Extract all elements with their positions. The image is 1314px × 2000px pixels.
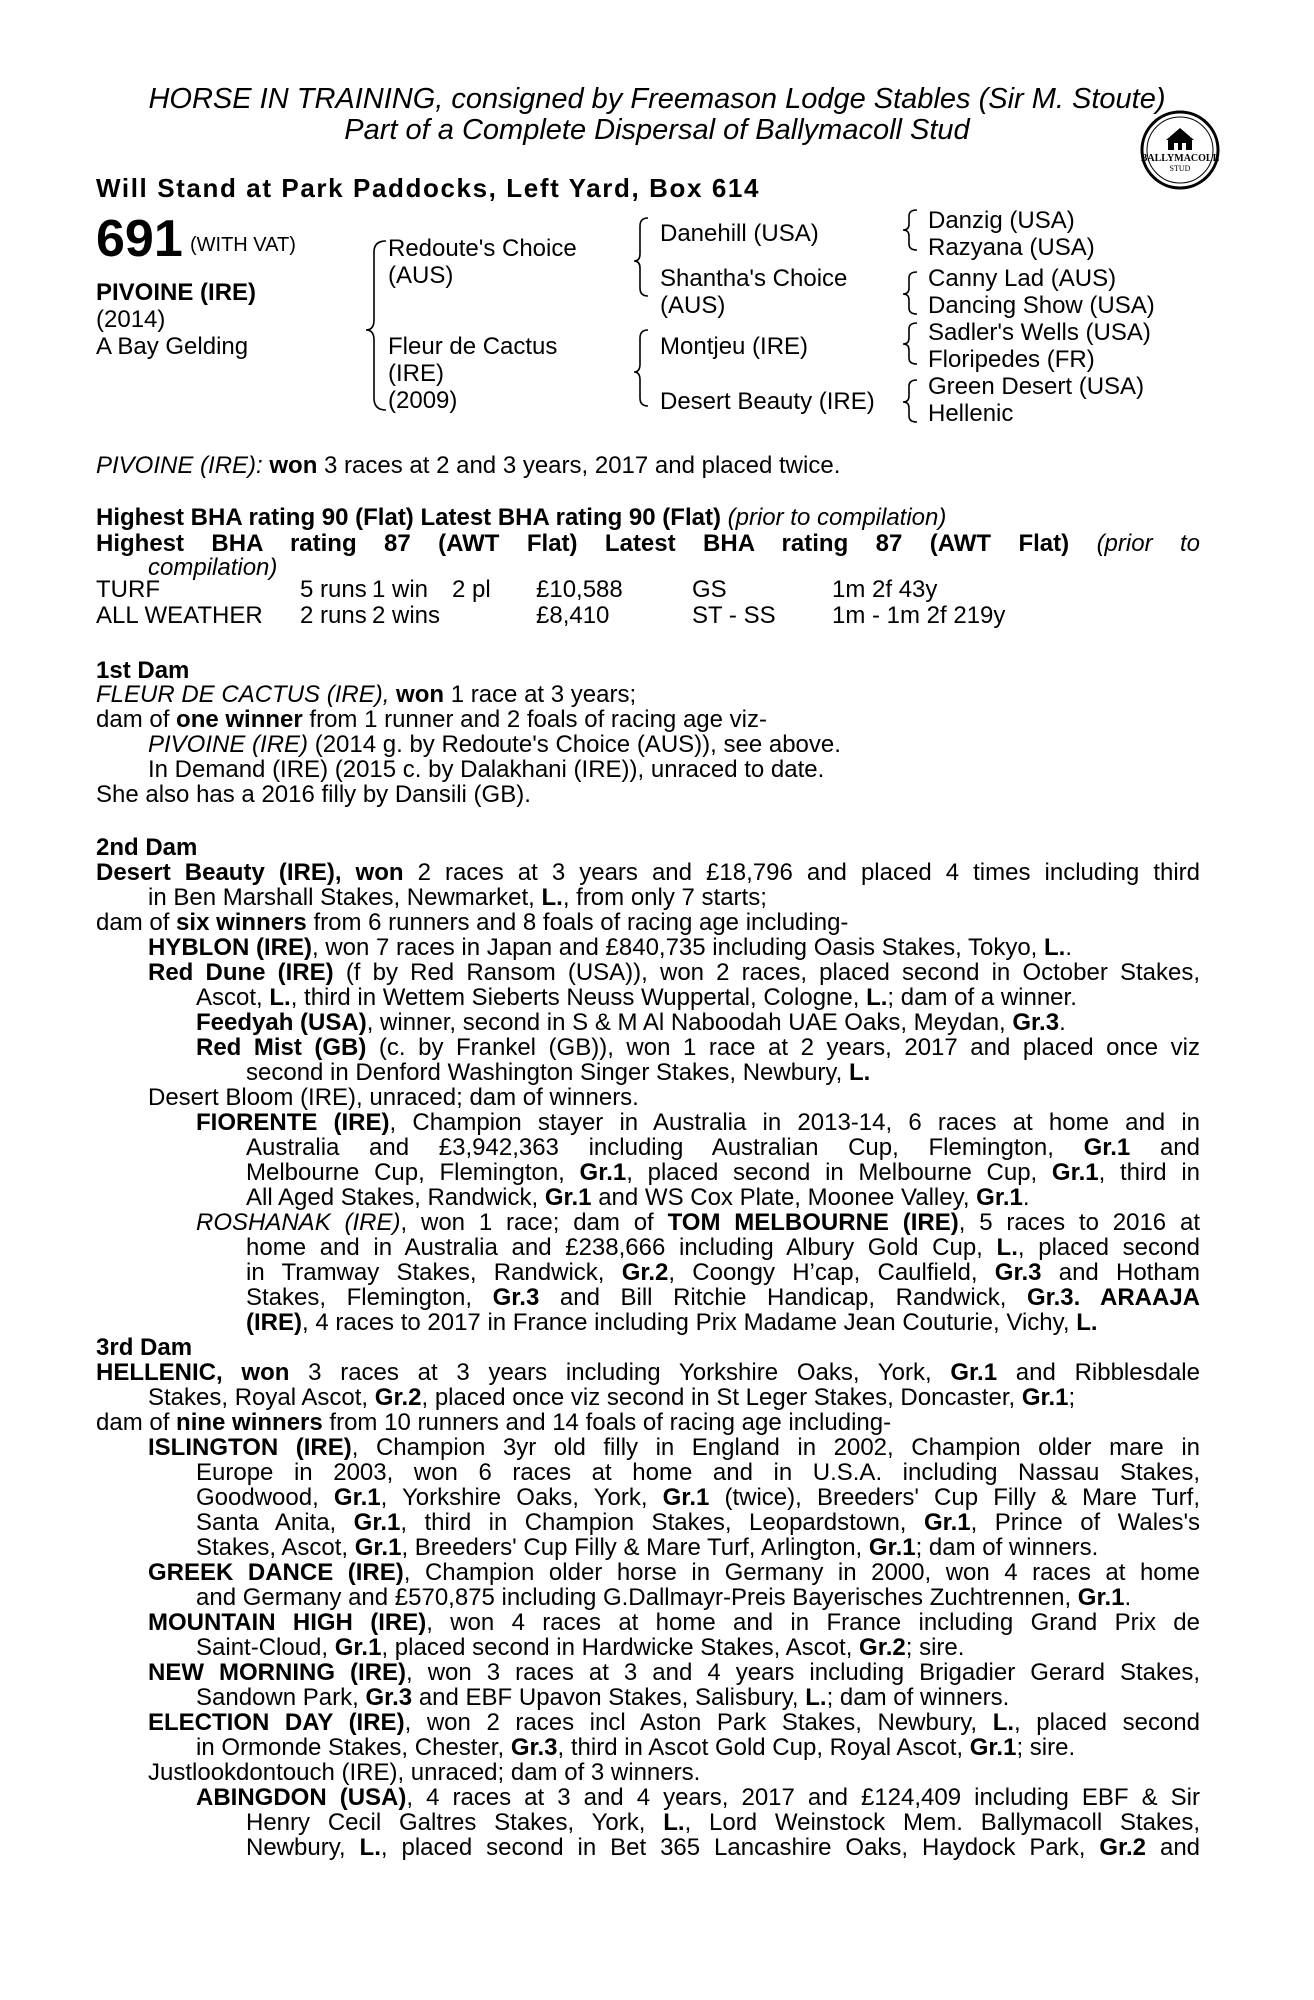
g3-6: Floripedes (FR): [928, 346, 1095, 373]
svg-text:BALLYMACOLL: BALLYMACOLL: [1140, 153, 1220, 164]
rating-awt: Highest BHA rating 87 (AWT Flat) Latest BHA rating 87 (AWT Flat) (prior to: [96, 530, 1200, 557]
race-record-table: [96, 577, 1005, 629]
produce-new-morning: NEW MORNING (IRE), won 3 races at 3 and 4 years including Brigadier Gerard Stakes,: [148, 1659, 1201, 1686]
vat-label: (WITH VAT): [190, 234, 296, 256]
horse-description: A Bay Gelding: [96, 333, 249, 360]
produce-2016-filly: She also has a 2016 filly by Dansili (GB).: [96, 781, 531, 808]
produce-fiorente: FIORENTE (IRE), Champion stayer in Australia in 2013-14, 6 races at home and in: [196, 1109, 1201, 1136]
produce-roshanak-4: Stakes, Flemington, Gr.3 and Bill Ritchie Handicap, Randwick, Gr.3. ARAAJA: [246, 1284, 1200, 1311]
lot-number: 691: [96, 210, 183, 268]
sire-dam: Shantha's Choice: [660, 265, 848, 292]
table-row: TURF 5 runs 1 win 2 pl £10,588 GS 1m 2f 43y: [96, 576, 938, 603]
first-dam-produce: dam of one winner from 1 runner and 2 foals of racing age viz-: [96, 706, 767, 733]
produce-election-day: ELECTION DAY (IRE), won 2 races incl Aston Park Stakes, Newbury, L., placed second: [148, 1709, 1201, 1736]
dam-sire: Montjeu (IRE): [660, 333, 809, 360]
produce-roshanak-5: (IRE), 4 races to 2017 in France including Prix Madame Jean Couturie, Vichy, L.: [246, 1309, 1098, 1336]
pedigree-braces: [0, 0, 1314, 430]
sire-dam-country: (AUS): [660, 292, 726, 319]
stand-location: Will Stand at Park Paddocks, Left Yard, Box 614: [96, 173, 761, 203]
first-dam-heading: 1st Dam: [96, 657, 190, 684]
produce-feedyah: Feedyah (USA), winner, second in S & M Al Naboodah UAE Oaks, Meydan, Gr.3.: [196, 1009, 1066, 1036]
second-dam-produce: dam of six winners from 6 runners and 8 foals of racing age including-: [96, 909, 849, 936]
produce-pivoine: PIVOINE (IRE) (2014 g. by Redoute's Choice (AUS)), see above.: [148, 731, 841, 758]
sire-sire: Danehill (USA): [660, 220, 819, 247]
dam-dam: Desert Beauty (IRE): [660, 388, 875, 415]
g3-8: Hellenic: [928, 400, 1014, 427]
rating-awt-cont: compilation): [148, 554, 278, 581]
produce-election-day-2: in Ormonde Stakes, Chester, Gr.3, third in Ascot Gold Cup, Royal Ascot, Gr.1; sire.: [196, 1734, 1076, 1761]
produce-greek-dance: GREEK DANCE (IRE), Champion older horse in Germany in 2000, won 4 races at home: [148, 1559, 1200, 1586]
table-row: ALL WEATHER 2 runs 2 wins £8,410 ST - SS 1m - 1m 2f 219y: [96, 602, 1006, 629]
g3-2: Razyana (USA): [928, 234, 1095, 261]
rating-flat: Highest BHA rating 90 (Flat) Latest BHA rating 90 (Flat) (prior to compilation): [96, 504, 947, 531]
dam-year: (2009): [388, 387, 458, 414]
g3-5: Sadler's Wells (USA): [928, 319, 1151, 346]
produce-justlookdontouch: Justlookdontouch (IRE), unraced; dam of 3 winners.: [148, 1759, 701, 1786]
g3-3: Canny Lad (AUS): [928, 265, 1117, 292]
produce-abingdon-3: Newbury, L., placed second in Bet 365 Lancashire Oaks, Haydock Park, Gr.2 and: [246, 1834, 1201, 1861]
third-dam-heading: 3rd Dam: [96, 1334, 193, 1361]
horse-name: PIVOINE (IRE): [96, 279, 257, 306]
second-dam-heading: 2nd Dam: [96, 834, 198, 861]
produce-fiorente-3: Melbourne Cup, Flemington, Gr.1, placed second in Melbourne Cup, Gr.1, third in: [246, 1159, 1201, 1186]
sire-country: (AUS): [388, 262, 454, 289]
third-dam-line2: Stakes, Royal Ascot, Gr.2, placed once viz second in St Leger Stakes, Doncaster, Gr.1;: [148, 1384, 1076, 1411]
dam-name: Fleur de Cactus: [388, 333, 558, 360]
produce-islington: ISLINGTON (IRE), Champion 3yr old filly in England in 2002, Champion older mare in: [148, 1434, 1200, 1461]
produce-abingdon-2: Henry Cecil Galtres Stakes, York, L., Lord Weinstock Mem. Ballymacoll Stakes,: [246, 1809, 1201, 1836]
produce-roshanak: ROSHANAK (IRE), won 1 race; dam of TOM MELBOURNE (IRE), 5 races to 2016 at: [196, 1209, 1200, 1236]
produce-islington-4: Santa Anita, Gr.1, third in Champion Stakes, Leopardstown, Gr.1, Prince of Wales's: [196, 1509, 1201, 1536]
produce-red-dune: Red Dune (IRE) (f by Red Ransom (USA)), won 2 races, placed second in October Stakes,: [148, 959, 1201, 986]
produce-mountain-high: MOUNTAIN HIGH (IRE), won 4 races at home and in France including Grand Prix de: [148, 1609, 1200, 1636]
foaling-year: (2014): [96, 306, 166, 333]
produce-fiorente-4: All Aged Stakes, Randwick, Gr.1 and WS Cox Plate, Moonee Valley, Gr.1.: [246, 1184, 1030, 1211]
dam-country: (IRE): [388, 360, 444, 387]
produce-red-mist: Red Mist (GB) (c. by Frankel (GB)), won 1 race at 2 years, 2017 and placed once viz: [196, 1034, 1200, 1061]
g3-1: Danzig (USA): [928, 207, 1075, 234]
second-dam-line1: Desert Beauty (IRE), won 2 races at 3 years and £18,796 and placed 4 times including third: [96, 859, 1200, 886]
produce-red-mist-cont: second in Denford Washington Singer Stakes, Newbury, L.: [246, 1059, 871, 1086]
produce-desert-bloom: Desert Bloom (IRE), unraced; dam of winners.: [148, 1084, 639, 1111]
produce-new-morning-2: Sandown Park, Gr.3 and EBF Upavon Stakes, Salisbury, L.; dam of winners.: [196, 1684, 1010, 1711]
produce-roshanak-3: in Tramway Stakes, Randwick, Gr.2, Coongy H’cap, Caulfield, Gr.3 and Hotham: [246, 1259, 1201, 1286]
produce-hyblon: HYBLON (IRE), won 7 races in Japan and £840,735 including Oasis Stakes, Tokyo, L..: [148, 934, 1073, 961]
dispersal-line: Part of a Complete Dispersal of Ballymacoll Stud: [344, 114, 970, 146]
produce-in-demand: In Demand (IRE) (2015 c. by Dalakhani (IRE)), unraced to date.: [148, 756, 825, 783]
consignor-line: HORSE IN TRAINING, consigned by Freemason Lodge Stables (Sir M. Stoute): [148, 83, 1166, 115]
sire-name: Redoute's Choice: [388, 235, 577, 262]
third-dam-line1: HELLENIC, won 3 races at 3 years including Yorkshire Oaks, York, Gr.1 and Ribblesdale: [96, 1359, 1200, 1386]
produce-abingdon: ABINGDON (USA), 4 races at 3 and 4 years, 2017 and £124,409 including EBF & Sir: [196, 1784, 1200, 1811]
g3-4: Dancing Show (USA): [928, 292, 1155, 319]
produce-mountain-high-2: Saint-Cloud, Gr.1, placed second in Hardwicke Stakes, Ascot, Gr.2; sire.: [196, 1634, 965, 1661]
produce-islington-2: Europe in 2003, won 6 races at home and in U.S.A. including Nassau Stakes,: [196, 1459, 1200, 1486]
produce-fiorente-2: Australia and £3,942,363 including Australian Cup, Flemington, Gr.1 and: [246, 1134, 1200, 1161]
produce-greek-dance-2: and Germany and £570,875 including G.Dallmayr-Preis Bayerisches Zuchtrennen, Gr.1.: [196, 1584, 1132, 1611]
race-summary: PIVOINE (IRE): won 3 races at 2 and 3 years, 2017 and placed twice.: [96, 452, 841, 479]
produce-roshanak-2: home and in Australia and £238,666 including Albury Gold Cup, L., placed second: [246, 1234, 1201, 1261]
svg-text:STUD: STUD: [1169, 164, 1191, 173]
first-dam-line: FLEUR DE CACTUS (IRE), won 1 race at 3 years;: [96, 681, 637, 708]
second-dam-line2: in Ben Marshall Stakes, Newmarket, L., from only 7 starts;: [148, 884, 767, 911]
g3-7: Green Desert (USA): [928, 373, 1145, 400]
produce-islington-5: Stakes, Ascot, Gr.1, Breeders' Cup Filly & Mare Turf, Arlington, Gr.1; dam of winners.: [196, 1534, 1099, 1561]
third-dam-produce: dam of nine winners from 10 runners and 14 foals of racing age including-: [96, 1409, 892, 1436]
produce-islington-3: Goodwood, Gr.1, Yorkshire Oaks, York, Gr.1 (twice), Breeders' Cup Filly & Mare Turf,: [196, 1484, 1201, 1511]
produce-red-dune-cont: Ascot, L., third in Wettem Sieberts Neuss Wuppertal, Cologne, L.; dam of a winner.: [196, 984, 1077, 1011]
